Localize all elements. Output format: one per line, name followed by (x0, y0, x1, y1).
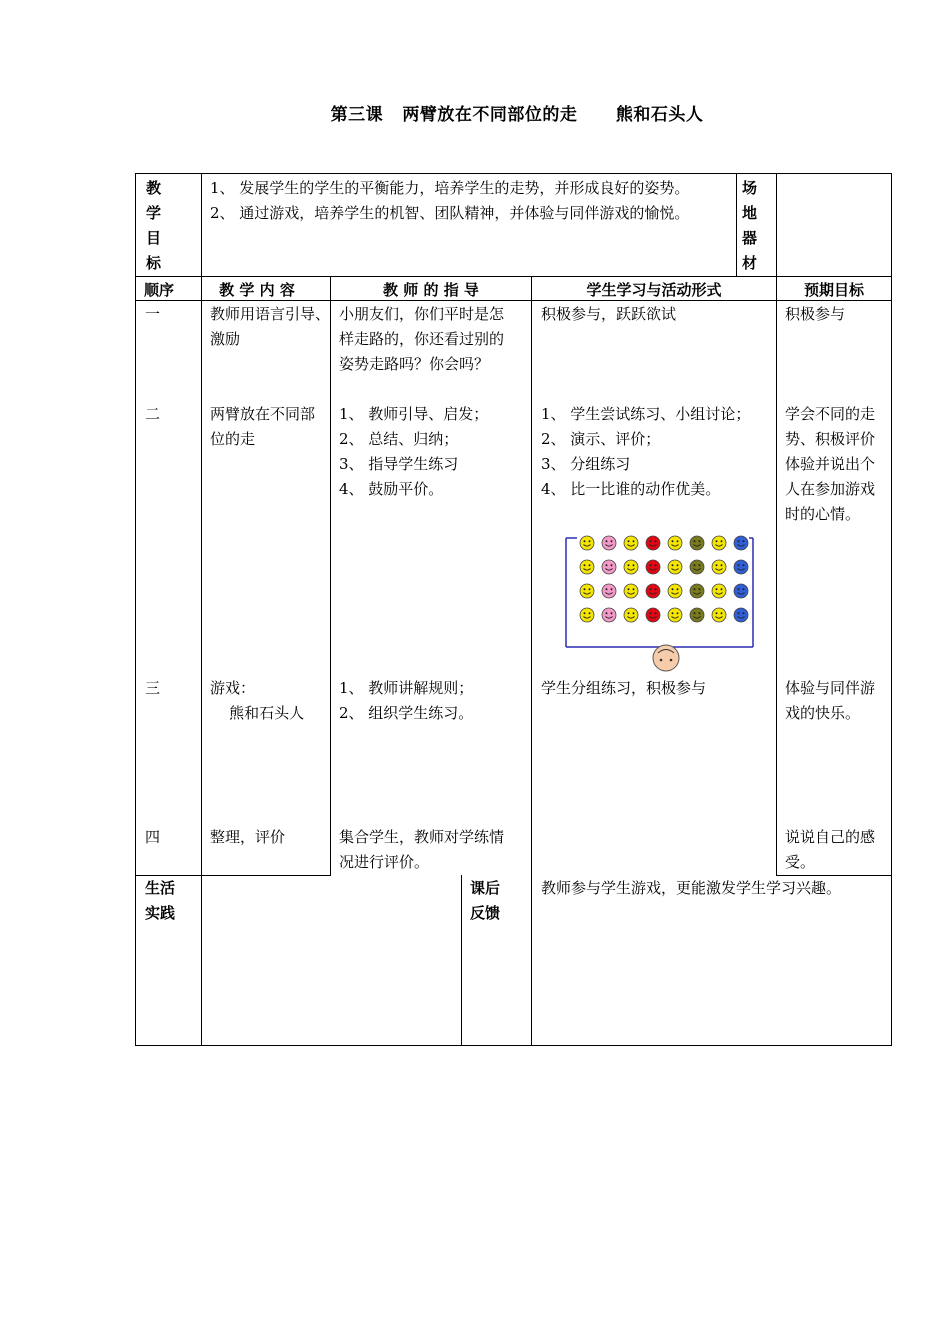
row-guidance: 小朋友们，你们平时是怎 样走路的，你还看过别的 姿势走路吗？你会吗？ (339, 305, 505, 373)
row-activity: 积极参与，跃跃欲试 (541, 305, 677, 323)
teacher-face-icon (653, 645, 679, 671)
row-content: 整理，评价 (210, 828, 286, 846)
objective-line: 2、 通过游戏，培养学生的机智、团队精神，并体验与同伴游戏的愉悦。 (210, 204, 690, 222)
row-goal: 说说自己的感 受。 (785, 828, 876, 871)
row-order: 四 (145, 828, 161, 846)
student-face-icon (668, 560, 682, 574)
row-goal: 积极参与 (785, 305, 846, 323)
row-order: 一 (145, 305, 161, 323)
col-line-equip-left (736, 173, 737, 277)
student-face-icon (712, 584, 726, 598)
row-order: 二 (145, 405, 161, 423)
col-line-2 (330, 276, 331, 876)
row-goal: 体验与同伴游 戏的快乐。 (785, 679, 876, 722)
student-face-icon (624, 536, 638, 550)
student-face-icon (624, 560, 638, 574)
student-face-icon (646, 560, 660, 574)
objectives-label: 教 学 目 标 (146, 179, 162, 272)
student-face-icon (646, 608, 660, 622)
equipment-label: 场 地 器 材 (742, 179, 758, 272)
col-line-3 (531, 276, 532, 1046)
header-goal: 预期目标 (803, 281, 864, 299)
header-content: 教 学 内 容 (219, 281, 295, 299)
col-line-1 (201, 173, 202, 1046)
student-face-icon (624, 608, 638, 622)
student-face-icon (712, 536, 726, 550)
objective-line: 1、 发展学生的学生的平衡能力，培养学生的走势，并形成良好的姿势。 (210, 179, 690, 197)
student-face-icon (690, 608, 704, 622)
header-order: 顺序 (144, 281, 175, 299)
student-face-icon (734, 608, 748, 622)
page-title: 第三课 两臂放在不同部位的走 熊和石头人 (330, 105, 704, 125)
row-content: 游戏： 熊和石头人 (210, 679, 305, 722)
student-face-icon (734, 560, 748, 574)
row-content: 两臂放在不同部 位的走 (210, 405, 316, 448)
student-face-icon (580, 536, 594, 550)
table-border-right (891, 173, 892, 1046)
student-face-icon (734, 584, 748, 598)
table-border-top (135, 173, 892, 174)
header-guidance: 教 师 的 指 导 (383, 281, 479, 299)
student-face-icon (668, 584, 682, 598)
student-face-icon (668, 608, 682, 622)
table-border-bottom (135, 1045, 892, 1046)
student-face-icon (602, 584, 616, 598)
row-goal: 学会不同的走 势、积极评价 体验并说出个 人在参加游戏 时的心情。 (785, 405, 876, 523)
student-face-icon (580, 560, 594, 574)
col-line-feedback-label (461, 875, 462, 1046)
student-face-icon (668, 536, 682, 550)
student-face-icon (734, 536, 748, 550)
row-order: 三 (145, 679, 161, 697)
student-face-icon (602, 608, 616, 622)
practice-label: 生活 实践 (145, 879, 176, 922)
student-faces (580, 536, 748, 622)
student-face-icon (580, 584, 594, 598)
row-guidance: 集合学生，教师对学练情 况进行评价。 (339, 828, 505, 871)
student-face-icon (690, 536, 704, 550)
student-face-icon (624, 584, 638, 598)
row-content: 教师用语言引导、 激励 (210, 305, 331, 348)
student-face-icon (690, 560, 704, 574)
student-face-icon (646, 584, 660, 598)
student-face-icon (602, 560, 616, 574)
header-row-top (135, 276, 892, 277)
header-activity: 学生学习与活动形式 (586, 281, 722, 299)
student-face-icon (646, 536, 660, 550)
student-face-icon (712, 608, 726, 622)
row-activity: 1、 学生尝试练习、小组讨论； 2、 演示、评价； 3、 分组练习 4、 比一比谁的动作优美。 (541, 405, 751, 498)
feedback-label: 课后 反馈 (470, 879, 501, 922)
row-activity: 学生分组练习，积极参与 (541, 679, 707, 697)
formation-diagram (563, 533, 758, 673)
student-face-icon (580, 608, 594, 622)
row-guidance: 1、 教师引导、启发； 2、 总结、归纳； 3、 指导学生练习 4、 鼓励平价。 (339, 405, 489, 498)
table-border-left (135, 173, 136, 1046)
objectives-text (210, 176, 689, 226)
student-face-icon (602, 536, 616, 550)
row-guidance: 1、 教师讲解规则； 2、 组织学生练习。 (339, 679, 474, 722)
feedback-value: 教师参与学生游戏，更能激发学生学习兴趣。 (541, 879, 842, 897)
student-face-icon (690, 584, 704, 598)
student-face-icon (712, 560, 726, 574)
